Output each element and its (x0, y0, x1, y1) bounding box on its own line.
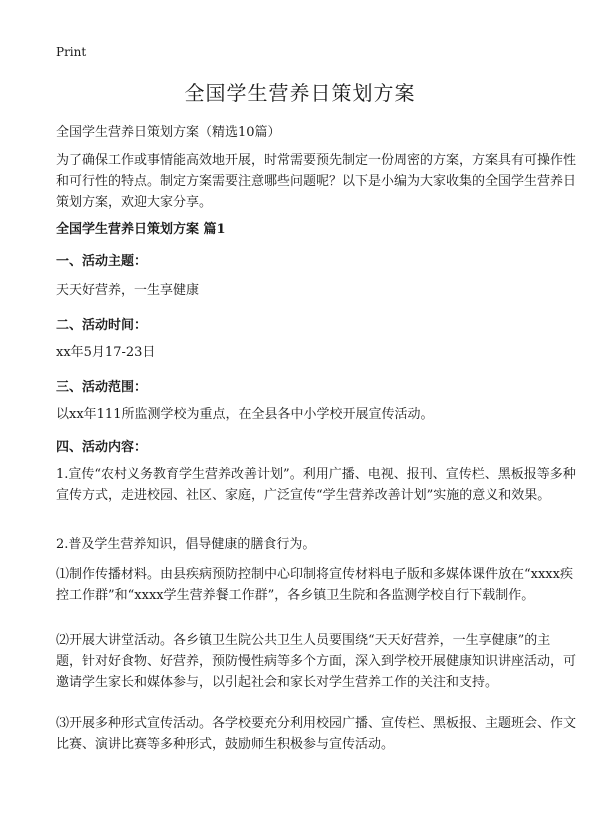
heading-theme: 一、活动主题： (56, 254, 148, 269)
intro-paragraph: 为了确保工作或事情能高效地开展，时常需要预先制定一份周密的方案，方案具有可操作性和可行性的特点。制定方案需要注意哪些问题呢？以下是小编为大家收集的全国学生营养日策划方案，欢迎大家分享。 (56, 153, 577, 210)
scope-text: 以xx年111所监测学校为重点，在全县各中小学校开展宣传活动。 (56, 407, 434, 422)
content-item-2-2: ⑵开展大讲堂活动。各乡镇卫生院公共卫生人员要围绕“天天好营养，一生享健康”的主题，针对好食物、好营养，预防慢性病等多个方面，深入到学校开展健康知识讲座活动，可邀请学生家长和媒体参与，以引起社会和家长对学生营养工作的关注和支持。 (56, 633, 577, 690)
subtitle: 全国学生营养日策划方案（精选10篇） (56, 125, 281, 140)
time-text: xx年5月17-23日 (56, 345, 156, 360)
print-link[interactable]: Print (56, 45, 87, 59)
content-item-2-1: ⑴制作传播材料。由县疾病预防控制中心印制将宣传材料电子版和多媒体课件放在“xxxx疾控工作群”和“xxxx学生营养餐工作群”，各乡镇卫生院和各监测学校自行下载制作。 (56, 567, 573, 603)
heading-content: 四、活动内容： (56, 440, 148, 455)
content-item-2-3: ⑶开展多种形式宣传活动。各学校要充分利用校园广播、宣传栏、黑板报、主题班会、作文比赛、演讲比赛等多种形式，鼓励师生积极参与宣传活动。 (56, 716, 577, 752)
content-item-2: 2.普及学生营养知识，倡导健康的膳食行为。 (56, 537, 316, 552)
heading-time: 二、活动时间： (56, 318, 148, 333)
theme-text: 天天好营养，一生享健康 (56, 283, 200, 298)
section-title: 全国学生营养日策划方案 篇1 (56, 222, 226, 237)
content-item-1: 1.宣传“农村义务教育学生营养改善计划”。利用广播、电视、报刊、宣传栏、黑板报等多种宣传方式，走进校园、社区、家庭，广泛宣传“学生营养改善计划”实施的意义和效果。 (56, 467, 576, 503)
page-title: 全国学生营养日策划方案 (184, 81, 416, 105)
heading-scope: 三、活动范围： (56, 380, 148, 395)
